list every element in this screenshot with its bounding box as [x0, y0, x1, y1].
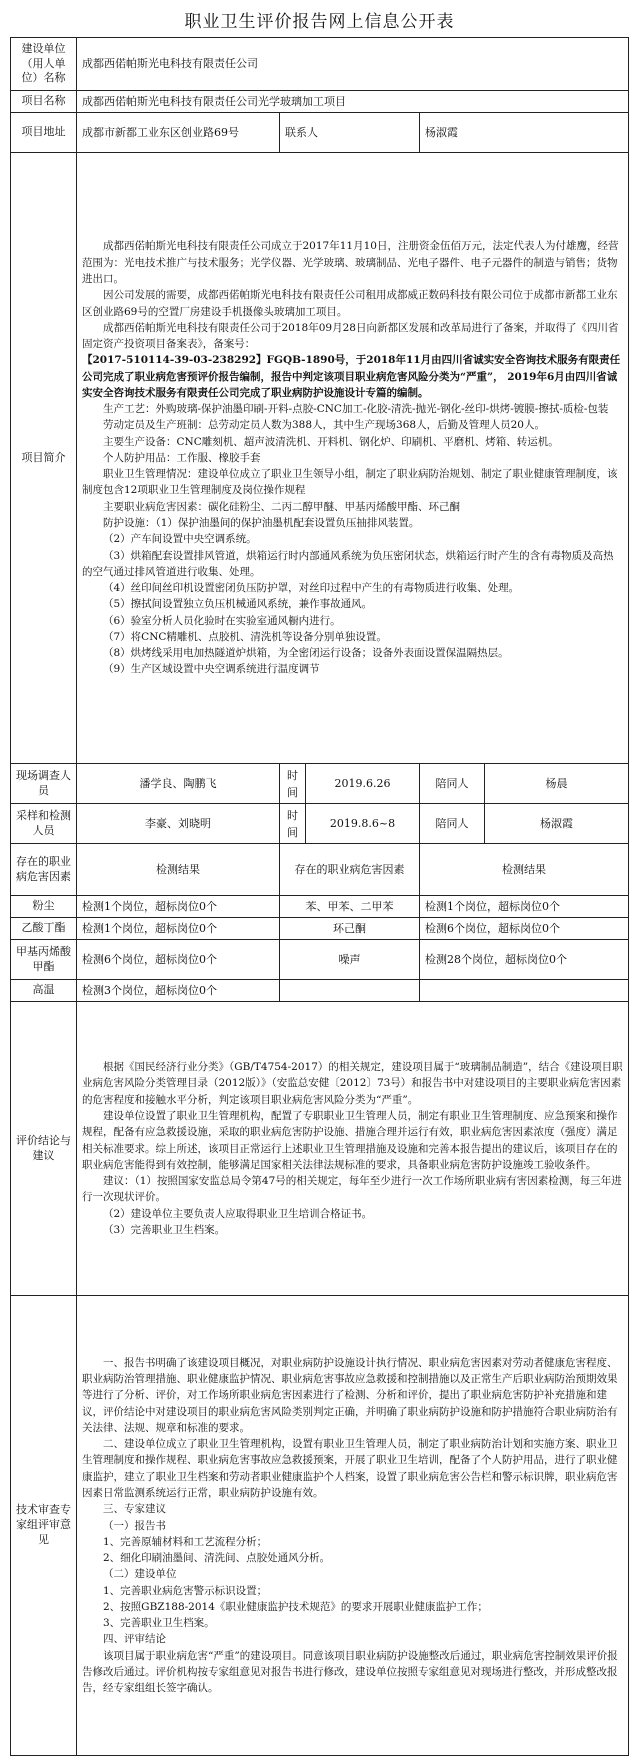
- intro-paragraph: 主要生产设备：CNC雕刻机、超声波清洗机、开料机、钢化炉、印刷机、平磨机、烤箱、转运机。: [103, 435, 559, 448]
- address-value: 成都市新都工业东区创业路69号: [77, 113, 280, 153]
- project-label: 项目名称: [11, 91, 77, 113]
- hazard-factor: 甲基丙烯酸甲酯: [11, 940, 77, 980]
- page-title: 职业卫生评价报告网上信息公开表: [184, 12, 455, 32]
- review-paragraph: 1、完善原辅材料和工艺流程分析；: [103, 1535, 268, 1548]
- survey-people: 潘学良、陶鹏飞: [77, 764, 280, 804]
- intro-paragraph: （9）生产区域设置中央空调系统进行温度调节: [103, 663, 320, 676]
- review-paragraph: （二）建设单位: [103, 1568, 177, 1581]
- intro-paragraph: （4）丝印间丝印机设置密闭负压防护罩，对丝印过程中产生的有毒物质进行收集、处理。: [103, 582, 520, 595]
- review-paragraph: 二、建设单位成立了职业卫生管理机构，设置有职业卫生管理人员，制定了职业病防治计划和实施方案、职业卫生管理制度和操作规程、职业病危害事故应急救援预案，开展了职业卫生培训，配备了个人防护用品，进行了职业健康监护，建立了职业卫生档案和劳动者职业健康监护个人档案，设置了职业病危害公告栏和警示标识牌，职业病危害因素日常监测系统运行正常，职业病防护设施有效。: [82, 1438, 618, 1500]
- review-paragraph: （一）报告书: [103, 1519, 166, 1532]
- intro-paragraph: （2）产车间设置中央空调系统。: [103, 533, 257, 546]
- intro-paragraph: （5）擦拭间设置独立负压机械通风系统，兼作事故通风。: [103, 598, 373, 611]
- sampling-escort-label: 陪同人: [420, 804, 485, 844]
- sampling-row: [11, 804, 629, 844]
- survey-label: 现场调查人员: [11, 764, 77, 804]
- unit-row: [11, 38, 629, 91]
- review-paragraph: 3、完善职业卫生档案。: [103, 1617, 215, 1630]
- review-paragraph: 2、按照GBZ188-2014《职业健康监护技术规范》的要求开展职业健康监护工作；: [103, 1600, 488, 1613]
- review-paragraph: 一、报告书明确了该建设项目概况，对职业病防护设施设计执行情况、职业病危害因素对劳动者健康危害程度、职业病防治管理措施、职业健康监护情况、职业病危害事故应急救援和控制措施以及正常生产后职业病防治预期效果等进行了分析、评价，对工作场所职业病危害因素进行了检测、分析和评价，提出了职业病危害防护补充措施和建议，评价结论中对建设项目的职业病危害风险类别判定正确，并明确了职业病防护设施和防护措施符合职业病防治有关法律、法规、规章和标准的要求。: [82, 1356, 618, 1434]
- hazard-result: 检测6个岗位，超标岗位0个: [420, 918, 629, 940]
- hazard-header-row: [11, 844, 629, 896]
- hazard-result: 检测6个岗位，超标岗位0个: [77, 940, 280, 980]
- review-label: 技术审查专家组评审意见: [11, 1296, 77, 1756]
- hazard-header-result: 检测结果: [77, 844, 280, 896]
- conclusion-paragraph: 建设单位设置了职业卫生管理机构，配置了专职职业卫生管理人员，制定有职业卫生管理制度、应急预案和操作规程，配备有应急救援设施，采取的职业病危害防护设施、措施合理并运行有效，职业病危害因素浓度（强度）满足相关标准要求。综上所述，该项目正常运行上述职业卫生管理措施及设施和完善本报告提出的建议后，该项目存在的职业病危害能得到有效控制，能够满足国家相关法律法规标准的要求，具备职业病危害防护设施竣工验收条件。: [82, 1110, 618, 1171]
- project-row: [11, 91, 629, 113]
- intro-row: [11, 153, 629, 764]
- hazard-row: [11, 980, 629, 1002]
- conclusion-paragraph: （2）建设单位主要负责人应取得职业卫生培训合格证书。: [103, 1207, 373, 1220]
- conclusion-content: [77, 1002, 629, 1296]
- intro-paragraph: （3）烘箱配套设置排风管道，烘箱运行时内部通风系统为负压密闭状态，烘箱运行时产生的含有毒物质及高热的空气通过排风管道进行收集、处理。: [82, 549, 614, 578]
- conclusion-label: 评价结论与建议: [11, 1002, 77, 1296]
- intro-paragraph: （6）验室分析人员化验时在实验室通风橱内进行。: [103, 614, 341, 627]
- hazard-factor: 苯、甲苯、二甲苯: [280, 896, 420, 918]
- intro-paragraph: 劳动定员及生产班制：总劳动定员人数为388人，其中生产现场368人，后勤及管理人员20人。: [103, 419, 545, 432]
- hazard-factor: 环己酮: [280, 918, 420, 940]
- sampling-escort: 杨淑霞: [485, 804, 629, 844]
- intro-paragraph: 成都西偌帕斯光电科技有限责任公司成立于2017年11月10日，注册资金伍佰万元，法定代表人为付雄鹰，经营范围为：光电技术推广与技术服务；光学仪器、光学玻璃、玻璃制品、光电子器件、电子元器件的制造与销售；货物进出口。: [82, 240, 619, 285]
- contact-value: 杨淑霞: [420, 113, 629, 153]
- contact-label: 联系人: [280, 113, 420, 153]
- intro-paragraph: 主要职业病危害因素：碳化硅粉尘、二丙二醇甲醚、甲基丙烯酸甲酯、环己酮: [103, 500, 460, 513]
- project-value: 成都西偌帕斯光电科技有限责任公司光学玻璃加工项目: [77, 91, 629, 113]
- hazard-result: 检测1个岗位，超标岗位0个: [420, 896, 629, 918]
- review-paragraph: 三、专家建议: [103, 1503, 166, 1516]
- hazard-result: 检测3个岗位，超标岗位0个: [77, 980, 280, 1002]
- address-label: 项目地址: [11, 113, 77, 153]
- unit-value: 成都西偌帕斯光电科技有限责任公司: [77, 38, 629, 91]
- review-row: [11, 1296, 629, 1756]
- intro-paragraph: 职业卫生管理情况：建设单位成立了职业卫生领导小组，制定了职业病防治规划、制定了职业健康管理制度，该制度包含12项职业卫生管理制度及岗位操作规程: [82, 468, 618, 497]
- hazard-factor: [280, 980, 420, 1002]
- hazard-result: [420, 980, 629, 1002]
- intro-content: [77, 153, 629, 764]
- survey-escort-label: 陪同人: [420, 764, 485, 804]
- hazard-header-factor-2: 存在的职业病危害因素: [280, 844, 420, 896]
- sampling-time-label: 时间: [280, 804, 306, 844]
- sampling-label: 采样和检测人员: [11, 804, 77, 844]
- intro-label: 项目简介: [11, 153, 77, 764]
- intro-paragraph: 生产工艺：外购玻璃-保护油墨印刷-开料-点胶-CNC加工-化胶-清洗-抛光-钢化-丝印-烘烤-镀膜-擦拭-质检-包装: [103, 403, 609, 416]
- review-paragraph: 1、完善职业病危害警示标识设置；: [103, 1584, 268, 1597]
- conclusion-row: [11, 1002, 629, 1296]
- hazard-factor: 乙酸丁酯: [11, 918, 77, 940]
- review-paragraph: 2、细化印刷油墨间、清洗间、点胶处通风分析。: [103, 1552, 331, 1565]
- intro-paragraph: （7）将CNC精雕机、点胶机、清洗机等设备分别单独设置。: [103, 630, 387, 643]
- survey-time-label: 时间: [280, 764, 306, 804]
- survey-time: 2019.6.26: [306, 764, 420, 804]
- intro-paragraph: 防护设施：（1）保护油墨间的保护油墨机配套设置负压抽排风装置。: [103, 516, 420, 529]
- address-row: [11, 113, 629, 153]
- intro-paragraph: （8）烘烤线采用电加热隧道炉烘箱，为全密闭运行设备；设备外表面设置保温隔热层。: [103, 647, 509, 660]
- conclusion-paragraph: 根据《国民经济行业分类》（GB/T4754-2017）的相关规定，建设项目属于“玻璃制品制造”，结合《建设项目职业病危害风险分类管理目录（2012版）》（安监总安健〔2012〕73号）和报告书中对建设项目的主要职业病危害因素的危害程度和接触水平分析，判定该项目职业病危害风险分类为“严重”。: [82, 1061, 623, 1106]
- hazard-factor: 噪声: [280, 940, 420, 980]
- conclusion-paragraph: （3）完善职业卫生档案。: [103, 1223, 226, 1236]
- intro-paragraph: 【2017-510114-39-03-238292】FGQB-1890号，于2018年11月由四川省诚实安全咨询技术服务有限责任公司完成了职业病危害预评价报告编制，报告中判定该项目职业病危害风险分类为“严重”， 2019年6月由四川省诚实安全咨询技术服务有限责任公司完成了职业病防护设施设计专篇的编制。: [82, 354, 621, 399]
- hazard-result: 检测1个岗位，超标岗位0个: [77, 918, 280, 940]
- hazard-row: [11, 918, 629, 940]
- hazard-factor: 粉尘: [11, 896, 77, 918]
- intro-paragraph: 因公司发展的需要，成都西偌帕斯光电科技有限责任公司租用成都威正数码科技有限公司位于成都市新都工业东区创业路69号的空置厂房建设手机摄像头玻璃加工项目。: [82, 289, 618, 318]
- conclusion-paragraph: 建议：（1）按照国家安监总局令第47号的相关规定，每年至少进行一次工作场所职业病有害因素检测，每三年进行一次现状评价。: [82, 1175, 622, 1204]
- hazard-result: 检测28个岗位，超标岗位0个: [420, 940, 629, 980]
- hazard-row: [11, 940, 629, 980]
- intro-paragraph: 个人防护用品：工作服、橡胶手套: [103, 451, 261, 464]
- hazard-row: [11, 896, 629, 918]
- hazard-header-factor: 存在的职业病危害因素: [11, 844, 77, 896]
- hazard-header-result-2: 检测结果: [420, 844, 629, 896]
- sampling-people: 李豪、刘晓明: [77, 804, 280, 844]
- intro-paragraph: 成都西偌帕斯光电科技有限责任公司于2018年09月28日向新都区发展和改革局进行了备案，并取得了《四川省固定资产投资项目备案表》，备案号：: [82, 321, 619, 351]
- hazard-factor: 高温: [11, 980, 77, 1002]
- hazard-result: 检测1个岗位，超标岗位0个: [77, 896, 280, 918]
- review-paragraph: 四、评审结论: [103, 1633, 166, 1646]
- review-paragraph: 该项目属于职业病危害“严重”的建设项目。同意该项目职业病防护设施整改后通过，职业病危害控制效果评价报告修改后通过。评价机构按专家组意见对报告书进行修改，建设单位按照专家组意见对现场进行整改，并形成整改报告，经专家组组长签字确认。: [82, 1649, 618, 1695]
- survey-row: [11, 764, 629, 804]
- disclosure-table: [10, 37, 629, 1756]
- review-content: [77, 1296, 629, 1756]
- sampling-time: 2019.8.6~8: [306, 804, 420, 844]
- unit-label: 建设单位（用人单位）名称: [11, 38, 77, 91]
- survey-escort: 杨晨: [485, 764, 629, 804]
